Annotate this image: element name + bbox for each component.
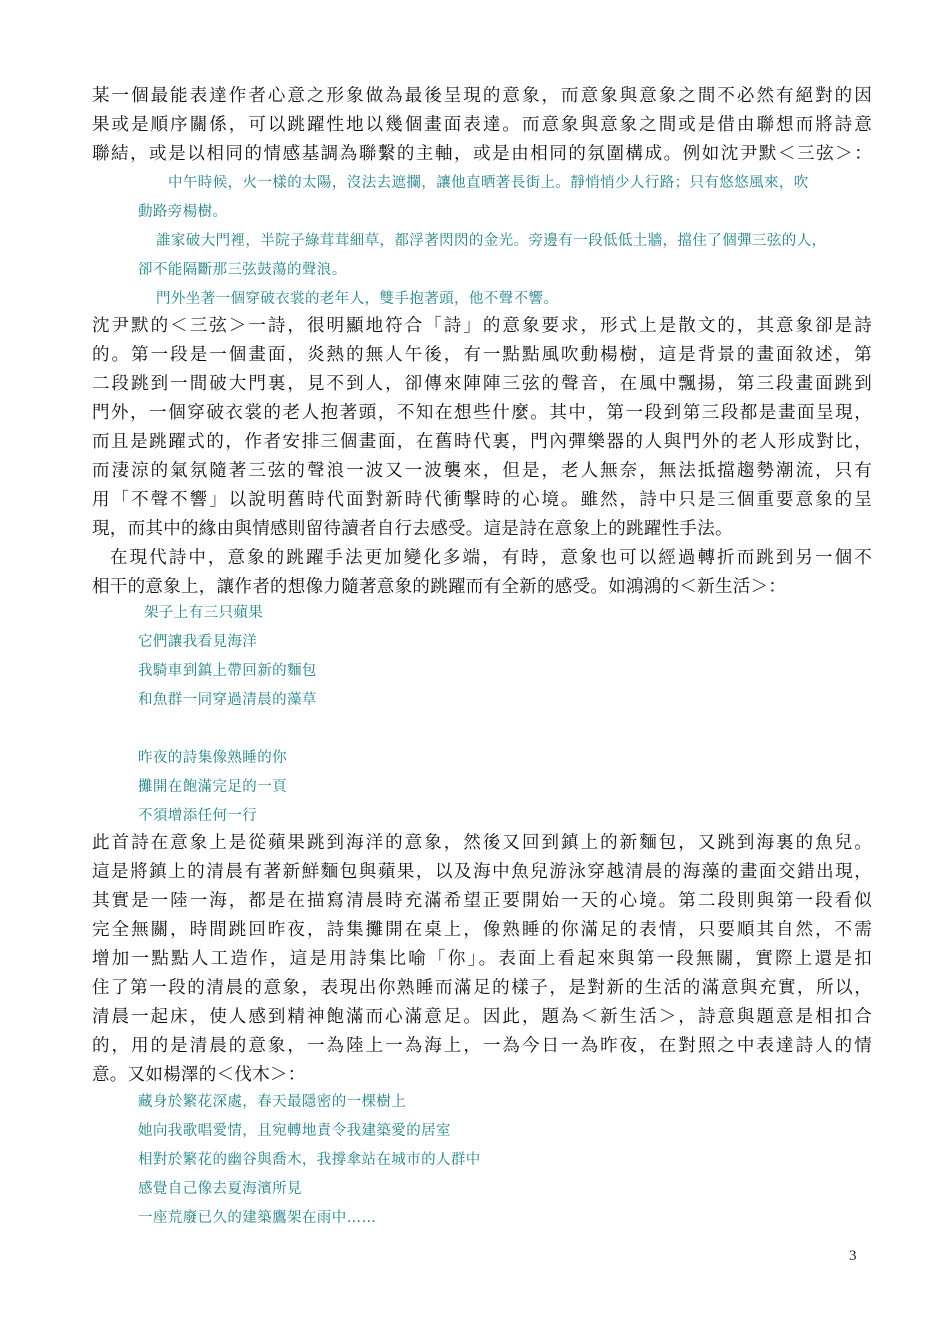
poem-line: 相對於繁花的幽谷與喬木，我撐傘站在城市的人群中: [138, 1152, 481, 1168]
body-text-line: 意。又如楊澤的＜伐木＞：: [92, 1065, 306, 1085]
poem-line: 不須增添任何一行: [138, 808, 258, 824]
body-text-line: 完全無關，時間跳回昨夜，詩集攤開在桌上，像熟睡的你滿足的表情，只要順其自然，不需: [92, 920, 872, 940]
poem-line: 卻不能隔斷那三弦鼓蕩的聲浪。: [138, 262, 347, 278]
body-text-line: 增加一點點人工造作，這是用詩集比喻「你」。表面上看起來與第一段無關，實際上還是扣: [92, 949, 872, 969]
poem-line: 中午時候，火一樣的太陽，沒法去遮攔，讓他直晒著長街上。靜悄悄少人行路；只有悠悠風來，吹: [168, 175, 809, 191]
poem-line: 它們讓我看見海洋: [138, 634, 258, 650]
body-text-line: 在現代詩中，意象的跳躍手法更加變化多端，有時，意象也可以經過轉折而跳到另一個不: [110, 548, 872, 568]
body-text-line: 現，而其中的緣由與情感則留待讀者自行去感受。這是詩在意象上的跳躍性手法。: [92, 519, 733, 539]
body-text-line: 聯結，或是以相同的情感基調為聯繫的主軸，或是由相同的氛圍構成。例如沈尹默＜三弦＞：: [92, 144, 872, 164]
poem-line: 攤開在飽滿完足的一頁: [138, 779, 287, 795]
poem-line: 一座荒廢已久的建築鷹架在雨中……: [138, 1210, 377, 1226]
page-number: 3: [849, 1248, 857, 1264]
body-text-line: 沈尹默的＜三弦＞一詩，很明顯地符合「詩」的意象要求，形式上是散文的，其意象卻是詩: [92, 316, 872, 336]
body-text-line: 而淒涼的氣氛隨著三弦的聲浪一波又一波襲來，但是，老人無奈，無法抵擋趨勢潮流，只有: [92, 461, 872, 481]
body-text-line: 此首詩在意象上是從蘋果跳到海洋的意象，然後又回到鎮上的新麵包，又跳到海裏的魚兒。: [92, 833, 872, 853]
poem-line: 和魚群一同穿過清晨的藻草: [138, 692, 317, 708]
poem-line: 我騎車到鎮上帶回新的麵包: [138, 663, 317, 679]
body-text-line: 某一個最能表達作者心意之形象做為最後呈現的意象，而意象與意象之間不必然有絕對的因: [92, 86, 872, 106]
poem-line: 藏身於繁花深處，春天最隱密的一棵樹上: [138, 1094, 407, 1110]
poem-line: 架子上有三只蘋果: [144, 605, 264, 621]
body-text-line: 清晨一起床，使人感到精神飽滿而心滿意足。因此，題為＜新生活＞，詩意與題意是相扣合: [92, 1007, 872, 1027]
poem-line: 門外坐著一個穿破衣裳的老年人，雙手抱著頭，他不聲不響。: [156, 291, 559, 307]
body-text-line: 的。第一段是一個畫面，炎熱的無人午後，有一點點風吹動楊樹，這是背景的畫面敘述，第: [92, 345, 872, 365]
body-text-line: 其實是一陸一海，都是在描寫清晨時充滿希望正要開始一天的心境。第二段則與第一段看似: [92, 891, 872, 911]
body-text-line: 門外，一個穿破衣裳的老人抱著頭，不知在想些什麼。其中，第一段到第三段都是畫面呈現，: [92, 403, 872, 423]
body-text-line: 而且是跳躍式的，作者安排三個畫面，在舊時代裏，門內彈樂器的人與門外的老人形成對比，: [92, 432, 872, 452]
body-text-line: 用「不聲不響」以說明舊時代面對新時代衝擊時的心境。雖然，詩中只是三個重要意象的呈: [92, 490, 872, 510]
poem-line: 誰家破大門裡，半院子綠茸茸細草，都浮著閃閃的金光。旁邊有一段低低土牆，擋住了個彈三弦的人，: [156, 233, 827, 249]
body-text-line: 果或是順序關係，可以跳躍性地以幾個畫面表達。而意象與意象之間或是借由聯想而將詩意: [92, 115, 872, 135]
body-text-line: 這是將鎮上的清晨有著新鮮麵包與蘋果，以及海中魚兒游泳穿越清晨的海藻的畫面交錯出現，: [92, 862, 872, 882]
poem-line: 她向我歌唱愛情，且宛轉地責令我建築愛的居室: [138, 1123, 451, 1139]
body-text-line: 相干的意象上，讓作者的想像力隨著意象的跳躍而有全新的感受。如鴻鴻的＜新生活＞：: [92, 577, 787, 597]
body-text-line: 的，用的是清晨的意象，一為陸上一為海上，一為今日一為昨夜，在對照之中表達詩人的情: [92, 1036, 872, 1056]
poem-line: 動路旁楊樹。: [138, 204, 228, 220]
body-text-line: 二段跳到一間破大門裏，見不到人，卻傳來陣陣三弦的聲音，在風中飄揚，第三段畫面跳到: [92, 374, 872, 394]
poem-line: 感覺自己像去夏海濱所見: [138, 1181, 302, 1197]
body-text-line: 住了第一段的清晨的意象，表現出你熟睡而滿足的樣子，是對新的生活的滿意與充實，所以，: [92, 978, 872, 998]
poem-line: 昨夜的詩集像熟睡的你: [138, 750, 287, 766]
